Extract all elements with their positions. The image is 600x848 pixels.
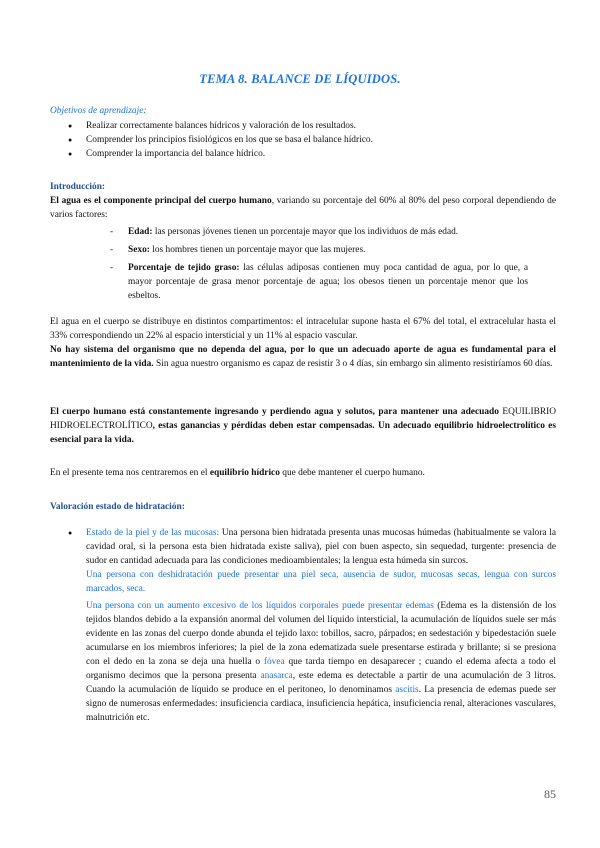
factor-text: las personas jóvenes tienen un porcentaje mayor que los individuos de más edad. <box>152 227 459 237</box>
no-system-rest: Sin agua nuestro organismo es capaz de resistir 3 o 4 días, sin embargo sin alimento resistiríamos 60 días. <box>153 359 553 369</box>
focus-post: que debe mantener el cuerpo humano. <box>279 468 425 478</box>
no-system-bold: No hay sistema del organismo que no dependa del agua, por lo que un adecuado aporte de agua es fundamental para el mantenimiento de la vida. <box>50 345 556 369</box>
constant-paragraph <box>50 405 556 447</box>
constant-bold-1: El cuerpo humano está constantemente ingresando y perdiendo agua y solutos, para mantener una adecuado <box>50 407 503 417</box>
page-number: 85 <box>544 787 556 801</box>
focus-pre: En el presente tema nos centraremos en el <box>50 468 210 478</box>
factor-sex: - Sexo: los hombres tienen un porcentaje mayor que las mujeres. <box>110 245 366 255</box>
page-title: TEMA 8. BALANCE DE LÍQUIDOS. <box>199 72 401 86</box>
anasarca-term: anasarca <box>260 671 293 681</box>
objectives-heading: Objetivos de aprendizaje: <box>50 106 147 116</box>
factor-label: Edad: <box>128 227 153 237</box>
distribution-paragraph <box>50 315 556 371</box>
constant-plain: EQUILIBRIO HIDROELECTROLÍTICO <box>50 407 556 431</box>
objectives-list <box>50 119 556 161</box>
excess-blue: Una persona con un aumento excesivo de los líquidos corporales puede presentar edemas <box>86 601 434 611</box>
factor-age: - Edad: las personas jóvenes tienen un porcentaje mayor que los individuos de más edad. <box>110 227 459 237</box>
factor-text: las células adiposas contienen muy poca cantidad de agua, por lo que, a mayor porcentaje de grasa menor porcentaje de agua; los obesos tienen un porcentaje menor que los esbeltos. <box>128 263 528 301</box>
list-item: ● Realizar correctamente balances hídricos y valoración de los resultados. <box>50 119 556 133</box>
factor-label: Sexo: <box>128 245 150 255</box>
distribution-text: El agua en el cuerpo se distribuye en distintos compartimentos: el intracelular supone hasta el 67% del total, el extracelular hasta el 33% correspondiendo un 22% al espacio intersticial y un 11% al espacio vascular. <box>50 317 556 341</box>
intro-heading: Introducción: <box>50 182 106 192</box>
intro-section <box>50 180 556 303</box>
no-system-paragraph <box>50 343 556 371</box>
fovea-term: fóvea <box>263 657 285 667</box>
bullet-icon: ● <box>68 529 73 537</box>
factor-fat: - Porcentaje de tejido graso: las células adiposas contienen muy poca cantidad de agua, por lo que, a mayor porcentaje de grasa menor porcentaje de agua; los obesos tienen un porcentaje menor que los esbeltos. <box>110 263 528 301</box>
factor-text: los hombres tienen un porcentaje mayor que las mujeres. <box>149 245 366 255</box>
excess-text-2: que tarda tiempo en desaparecer ; cuando el edema afecta a todo el organismo decimos que la persona presenta <box>86 657 556 681</box>
excess-text-4: . La presencia de edemas puede ser signo de numerosas enfermedades: insuficiencia cardiaca, insuficiencia hepática, insuficiencia renal, alteraciones vasculares, malnutrición etc. <box>86 685 556 723</box>
dehydration-text: Una persona con deshidratación puede presentar una piel seca, ausencia de sudor, mucosas secas, lengua con surcos marcados, seca. <box>86 570 556 594</box>
skin-text: Una persona bien hidratada presenta unas mucosas húmedas (habitualmente se valora la cavidad oral, si la persona esta bien hidratada existe saliva), piel con buen aspecto, sin sequedad, turgente: presencia de sudor en cantidad adecuada para las condiciones medioambientales; la lengua esta húmeda sin surcos. <box>86 528 557 566</box>
excess-paragraph <box>86 599 556 725</box>
hydration-section <box>50 526 556 725</box>
constant-bold-2: , estas ganancias y pérdidas deben estar compensadas. Un adecuado equilibrio hidroelectrolítico es esencial para la vida. <box>50 421 556 445</box>
list-item: ● Comprender la importancia del balance hídrico. <box>50 147 556 161</box>
hydration-heading: Valoración estado de hidratación: <box>50 502 185 512</box>
skin-item <box>68 526 557 568</box>
intro-lead-bold: El agua es el componente principal del cuerpo humano <box>50 196 272 206</box>
factor-label: Porcentaje de tejido graso: <box>128 263 240 273</box>
intro-lead-rest: , variando su porcentaje del 60% al 80% del peso corporal dependiendo de varios factores: <box>50 196 556 220</box>
ascitis-term: ascitis <box>395 685 419 695</box>
excess-text-1: (Edema es la distensión de los tejidos blandos debido a la expansión anormal del volumen del líquido intersticial, la acumulación de líquidos suele ser más evidente en las zonas del cuerpo donde abunda el tejido laxo: tobillos, sacro, párpados; en sedestación y bipedestación suele acumularse en los miembros inferiores; la piel de la zona edematizada suele presentarse estirada y brillante; si se presiona con el dedo en la zona se deja una huella o <box>86 601 556 667</box>
objectives-section <box>50 104 556 161</box>
list-item: ● Comprender los principios fisiológicos en los que se basa el balance hídrico. <box>50 133 556 147</box>
intro-lead <box>50 194 556 222</box>
skin-label: Estado de la piel y de las mucosas: <box>86 528 220 538</box>
focus-bold: equilibrio hídrico <box>209 468 280 478</box>
excess-text-3: , este edema es detectable a partir de una acumulación de 3 litros. Cuando la acumulación de líquido se produce en el peritoneo, lo denominamos <box>86 671 556 695</box>
focus-paragraph <box>50 466 556 480</box>
